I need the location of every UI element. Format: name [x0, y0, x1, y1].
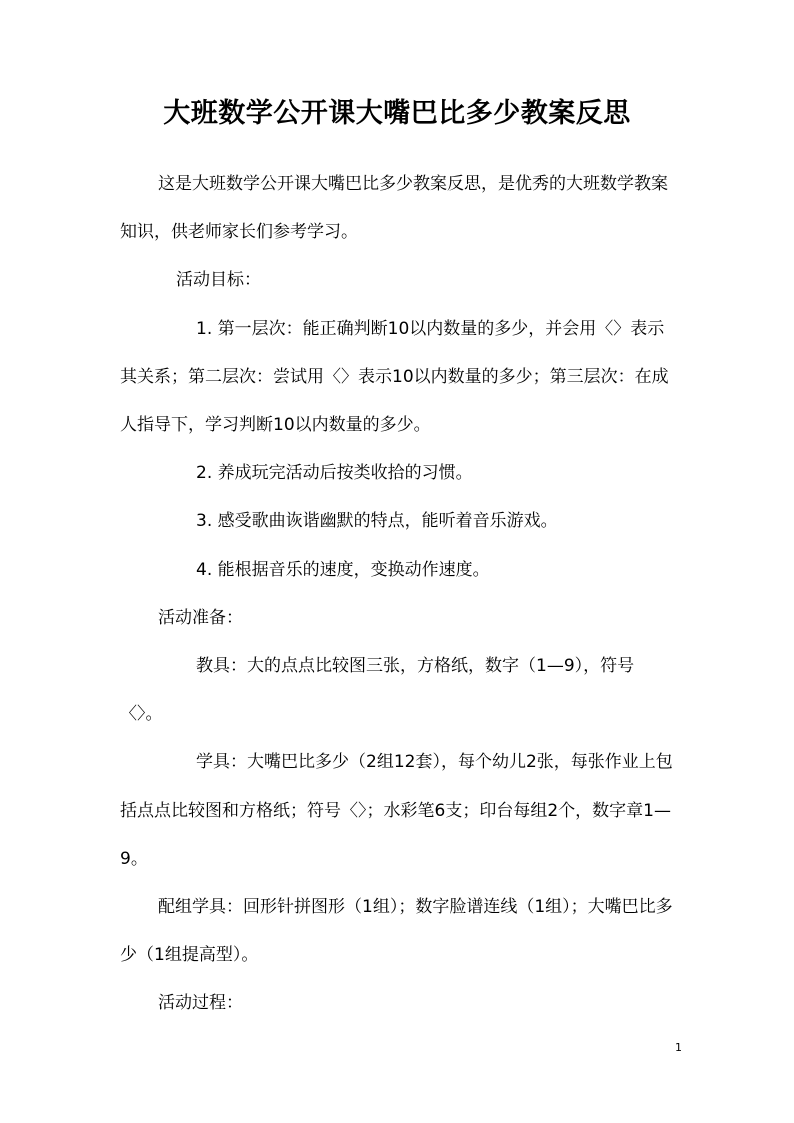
prep-teaching-tools: 教具：大的点点比较图三张，方格纸，数字（1—9），符号〈〉。 [120, 656, 635, 725]
prep-heading: 活动准备： [158, 607, 243, 628]
process-heading: 活动过程： [158, 993, 243, 1014]
goal-item-4: 4. 能根据音乐的速度，变换动作速度。 [196, 559, 490, 580]
prep-learning-tools: 学具：大嘴巴比多少（2组12套），每个幼儿2张，每张作业上包括点点比较图和方格纸；符号〈〉；水彩笔6支；印台每组2个，数字章1—9。 [120, 752, 673, 869]
goal-item-2: 2. 养成玩完活动后按类收拾的习惯。 [196, 463, 473, 484]
goal-item-3: 3. 感受歌曲诙谐幽默的特点，能听着音乐游戏。 [196, 511, 558, 532]
document-title: 大班数学公开课大嘴巴比多少教案反思 [163, 98, 631, 129]
document-body [120, 160, 676, 1028]
goals-heading: 活动目标： [176, 270, 261, 291]
prep-group-tools: 配组学具：回形针拼图形（1组）；数字脸谱连线（1组）；大嘴巴比多少（1组提高型）。 [120, 897, 673, 966]
goal-item-1: 1. 第一层次：能正确判断10以内数量的多少，并会用〈〉表示其关系；第二层次：尝试用〈〉表示10以内数量的多少；第三层次：在成人指导下，学习判断10以内数量的多少。 [120, 318, 669, 436]
intro-paragraph: 这是大班数学公开课大嘴巴比多少教案反思，是优秀的大班数学教案知识，供老师家长们参考学习。 [120, 174, 668, 243]
page-number: 1 [675, 1041, 682, 1054]
